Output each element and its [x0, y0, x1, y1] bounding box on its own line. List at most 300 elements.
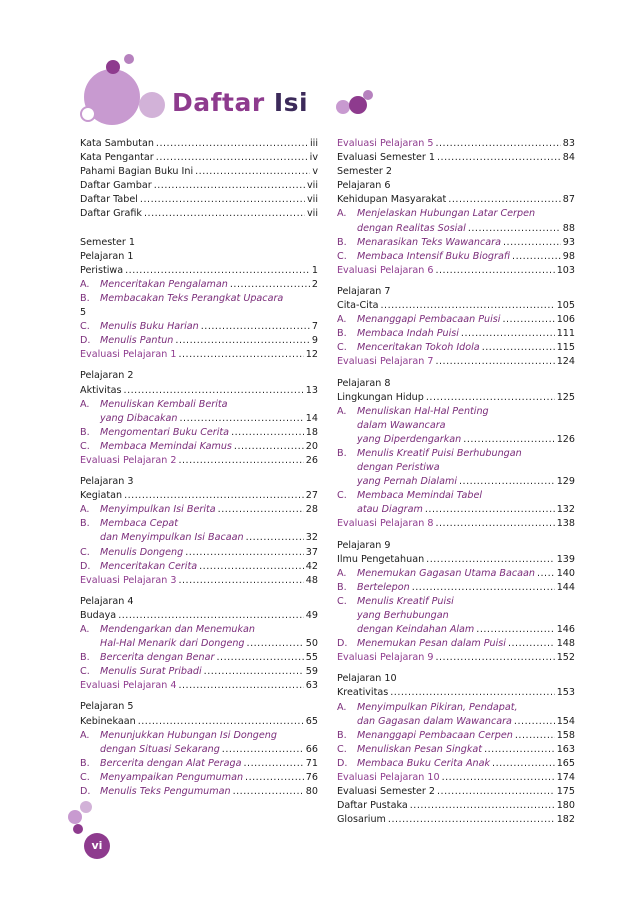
toc-entry-marker: B. — [337, 328, 347, 340]
toc-entry-text: Pelajaran 7 — [337, 285, 391, 297]
toc-chapter-row — [337, 193, 575, 207]
page-title — [172, 88, 308, 117]
toc-entry-text: Membacakan Teks Perangkat Upacara — [100, 292, 284, 304]
toc-chapter-row — [80, 264, 318, 278]
toc-entry-text: Evaluasi Pelajaran 10 — [337, 772, 440, 784]
toc-entry-text: Menanggapi Pembacaan Cerpen — [357, 729, 513, 741]
toc-entry — [80, 137, 318, 151]
toc-entry — [337, 567, 575, 581]
toc-leader-dots — [218, 503, 304, 517]
toc-leader-dots — [459, 475, 555, 489]
toc-page-number: 2 — [311, 278, 318, 290]
toc-entry-marker: B. — [337, 236, 347, 248]
toc-entry — [80, 278, 318, 292]
toc-page-number: 80 — [305, 786, 318, 798]
toc-entry — [80, 771, 318, 785]
toc-entry-text: yang Diperdengarkan — [357, 433, 462, 445]
toc-entry-text: Menanggapi Pembacaan Puisi — [357, 314, 501, 326]
toc-entry — [337, 595, 575, 609]
toc-leader-dots — [144, 207, 305, 221]
toc-entry-text: Pelajaran 8 — [337, 377, 391, 389]
toc-entry-text: Ilmu Pengetahuan — [337, 553, 425, 565]
toc-leader-dots — [178, 679, 303, 693]
toc-entry-text: Peristiwa — [80, 264, 124, 276]
toc-page-number: v — [312, 166, 318, 178]
toc-chapter-row — [337, 686, 575, 700]
toc-entry-text: Pelajaran 2 — [80, 370, 134, 382]
toc-entry-text: Semester 2 — [337, 166, 393, 178]
toc-page-number: 111 — [556, 328, 575, 340]
toc-page-number: 182 — [556, 814, 575, 826]
toc-chapter-row — [337, 553, 575, 567]
toc-leader-dots — [461, 327, 555, 341]
toc-entry-text: yang Dibacakan — [100, 412, 178, 424]
toc-leader-dots — [537, 567, 555, 581]
toc-chapter-row — [80, 489, 318, 503]
toc-evaluation-row — [80, 574, 318, 588]
toc-page-number: 84 — [562, 152, 575, 164]
toc-entry — [80, 165, 318, 179]
toc-entry — [80, 236, 318, 250]
toc-entry — [337, 743, 575, 757]
toc-page-number: 48 — [305, 574, 318, 586]
toc-leader-dots — [502, 313, 554, 327]
toc-leader-dots — [388, 813, 555, 827]
toc-entry-text: Membaca Memindai Tabel — [357, 490, 483, 502]
toc-leader-dots — [245, 771, 304, 785]
toc-entry-marker: B. — [80, 757, 90, 769]
toc-leader-dots — [195, 165, 310, 179]
toc-leader-dots — [380, 299, 554, 313]
toc-entry — [80, 412, 318, 426]
toc-entry-text: Evaluasi Semester 1 — [337, 152, 435, 164]
toc-page-number: 138 — [556, 518, 575, 530]
toc-page-number: 42 — [305, 560, 318, 572]
toc-entry-marker: A. — [80, 624, 90, 635]
toc-page-number: 63 — [305, 680, 318, 692]
toc-page-number: 105 — [556, 300, 575, 312]
toc-leader-dots — [138, 715, 304, 729]
toc-entry-text: Menyampaikan Pengumuman — [100, 771, 244, 783]
toc-chapter-row — [337, 391, 575, 405]
toc-leader-dots — [435, 517, 554, 531]
toc-entry — [80, 785, 318, 799]
toc-leader-dots — [463, 433, 554, 447]
title-word-1: Daftar — [172, 88, 265, 117]
toc-lesson-heading — [337, 672, 575, 686]
toc-entry-text: Glosarium — [337, 814, 386, 826]
toc-entry-marker: C. — [80, 666, 90, 678]
toc-entry — [80, 651, 318, 665]
toc-entry — [80, 207, 318, 221]
toc-entry-text: Daftar Grafik — [80, 208, 142, 220]
toc-leader-dots — [482, 341, 555, 355]
toc-right-column — [337, 137, 575, 827]
toc-page-number: 124 — [556, 356, 575, 368]
toc-page-number: 87 — [562, 194, 575, 206]
toc-leader-dots — [435, 137, 560, 151]
toc-page-number: 50 — [305, 638, 318, 650]
toc-leader-dots — [154, 179, 305, 193]
toc-page-number: 37 — [305, 546, 318, 558]
toc-page-number: 129 — [556, 476, 575, 488]
toc-entry-text: yang Pernah Dialami — [357, 476, 457, 488]
toc-leader-dots — [426, 553, 555, 567]
toc-entry-text: dan Gagasan dalam Wawancara — [357, 715, 512, 727]
toc-leader-dots — [233, 785, 304, 799]
toc-entry — [337, 151, 575, 165]
toc-entry-text: Menemukan Pesan dalam Puisi — [357, 638, 506, 650]
toc-evaluation-row — [337, 264, 575, 278]
toc-leader-dots — [124, 489, 304, 503]
toc-page-number: 88 — [562, 222, 575, 234]
toc-page-number: 71 — [305, 757, 318, 769]
toc-entry-text: Pelajaran 6 — [337, 180, 391, 192]
toc-entry — [337, 503, 575, 517]
toc-leader-dots — [216, 651, 303, 665]
toc-entry-text: Bercerita dengan Benar — [100, 652, 215, 664]
toc-entry-marker: C. — [337, 490, 347, 502]
toc-leader-dots — [410, 799, 555, 813]
toc-entry-text: dan Menyimpulkan Isi Bacaan — [100, 532, 244, 544]
toc-entry — [337, 701, 575, 715]
toc-evaluation-row — [337, 771, 575, 785]
toc-entry — [337, 419, 575, 433]
toc-page-number: 66 — [305, 743, 318, 755]
toc-entry-text: Menulis Buku Harian — [100, 321, 199, 333]
toc-entry — [80, 665, 318, 679]
toc-entry — [337, 327, 575, 341]
title-circle-1 — [336, 100, 350, 114]
toc-entry-text: Menceritakan Cerita — [100, 560, 198, 572]
toc-leader-dots — [468, 222, 561, 236]
toc-leader-dots — [390, 686, 554, 700]
toc-entry-text: dengan Peristiwa — [357, 462, 440, 474]
toc-entry — [80, 179, 318, 193]
toc-entry-text: atau Diagram — [357, 504, 423, 516]
toc-leader-dots — [199, 560, 304, 574]
toc-entry — [80, 320, 318, 334]
toc-entry-text: Membaca Cepat — [100, 518, 179, 530]
toc-entry — [337, 236, 575, 250]
toc-entry-text: Evaluasi Pelajaran 1 — [80, 349, 177, 361]
toc-entry — [80, 503, 318, 517]
toc-entry — [80, 193, 318, 207]
toc-entry-text: Mendengarkan dan Menemukan — [100, 624, 256, 635]
toc-page-number: 175 — [556, 786, 575, 798]
toc-page-number: 132 — [556, 504, 575, 516]
toc-evaluation-row — [337, 137, 575, 151]
decor-circle-medium — [139, 92, 165, 118]
toc-entry-text: Evaluasi Pelajaran 7 — [337, 356, 434, 368]
toc-page-number: 13 — [305, 384, 318, 396]
title-word-2: Isi — [273, 88, 309, 117]
toc-leader-dots — [118, 609, 304, 623]
toc-left-column — [80, 137, 318, 799]
toc-entry — [337, 489, 575, 503]
toc-entry-text: 5 — [80, 307, 87, 319]
toc-entry — [337, 623, 575, 637]
toc-entry — [337, 729, 575, 743]
toc-page-number: 154 — [556, 715, 575, 727]
toc-leader-dots — [442, 771, 555, 785]
toc-lesson-heading — [337, 377, 575, 391]
toc-entry-text: Menarasikan Teks Wawancara — [357, 236, 501, 248]
toc-entry-text: Evaluasi Pelajaran 2 — [80, 454, 177, 466]
toc-entry-text: Aktivitas — [80, 384, 122, 396]
toc-entry-marker: A. — [337, 567, 347, 579]
toc-entry-text: Membaca Indah Puisi — [357, 328, 459, 340]
toc-evaluation-row — [80, 679, 318, 693]
toc-page-number: 9 — [311, 335, 318, 347]
toc-entry — [80, 334, 318, 348]
toc-entry-marker: A. — [80, 278, 90, 290]
toc-leader-dots — [435, 651, 554, 665]
toc-entry-text: Menemukan Gagasan Utama Bacaan — [357, 567, 535, 579]
toc-page-number: 158 — [556, 729, 575, 741]
page-number: vi — [84, 833, 110, 859]
toc-page-number: 18 — [305, 426, 318, 438]
toc-leader-dots — [222, 743, 304, 757]
toc-entry-text: Menuliskan Pesan Singkat — [357, 743, 483, 755]
toc-leader-dots — [140, 193, 305, 207]
decor-circle-ring — [80, 106, 96, 122]
toc-leader-dots — [512, 250, 561, 264]
toc-leader-dots — [426, 391, 555, 405]
toc-entry-marker: B. — [337, 729, 347, 741]
toc-entry — [80, 440, 318, 454]
toc-entry-text: Hal-Hal Menarik dari Dongeng — [100, 638, 245, 650]
toc-entry — [80, 560, 318, 574]
toc-entry-text: Evaluasi Pelajaran 4 — [80, 680, 177, 692]
toc-page-number: 115 — [556, 342, 575, 354]
toc-entry — [80, 250, 318, 264]
toc-entry-text: Pelajaran 9 — [337, 539, 391, 551]
toc-entry — [337, 581, 575, 595]
toc-entry-text: dengan Situasi Sekarang — [100, 743, 220, 755]
toc-chapter-row — [80, 609, 318, 623]
toc-leader-dots — [124, 384, 304, 398]
toc-entry — [337, 461, 575, 475]
toc-page-number: 59 — [305, 666, 318, 678]
toc-entry-marker: C. — [337, 342, 347, 354]
toc-entry-text: Bertelepon — [357, 581, 410, 593]
toc-entry-marker: B. — [80, 518, 90, 530]
toc-page-number: 139 — [556, 553, 575, 565]
toc-page-number: 49 — [305, 609, 318, 621]
toc-entry-marker: B. — [337, 581, 347, 593]
toc-entry-text: Menulis Dongeng — [100, 546, 184, 558]
toc-entry-text: dengan Keindahan Alam — [357, 624, 475, 636]
toc-entry-marker: B. — [80, 652, 90, 664]
toc-page-number: 28 — [305, 504, 318, 516]
toc-leader-dots — [204, 665, 304, 679]
toc-leader-dots — [435, 355, 554, 369]
toc-entry-text: Cita-Cita — [337, 300, 379, 312]
toc-leader-dots — [246, 531, 304, 545]
toc-entry — [80, 531, 318, 545]
toc-entry-marker: A. — [80, 504, 90, 516]
toc-leader-dots — [508, 637, 555, 651]
toc-entry — [337, 813, 575, 827]
toc-page-number: 1 — [311, 264, 318, 276]
toc-leader-dots — [437, 785, 555, 799]
toc-lesson-heading — [80, 475, 318, 489]
toc-entry-text: Menyimpulkan Pikiran, Pendapat, — [357, 701, 518, 713]
toc-entry — [337, 447, 575, 461]
toc-entry — [337, 433, 575, 447]
toc-page-number: 152 — [556, 652, 575, 664]
toc-page-number: 153 — [556, 687, 575, 699]
toc-page-number: iv — [309, 152, 318, 164]
toc-page-number: 125 — [556, 391, 575, 403]
toc-evaluation-row — [337, 355, 575, 369]
toc-entry — [80, 398, 318, 412]
toc-leader-dots — [156, 137, 308, 151]
toc-entry-text: Menulis Teks Pengumuman — [100, 786, 231, 798]
toc-entry — [80, 306, 318, 320]
toc-entry-text: Daftar Tabel — [80, 194, 138, 206]
toc-entry — [337, 715, 575, 729]
toc-entry-marker: C. — [337, 250, 347, 262]
toc-page-number: 103 — [556, 264, 575, 276]
toc-entry-marker: B. — [337, 447, 347, 459]
toc-entry-text: Bercerita dengan Alat Peraga — [100, 757, 242, 769]
toc-entry-text: yang Berhubungan — [357, 610, 449, 621]
toc-entry — [337, 637, 575, 651]
toc-entry-marker: A. — [80, 729, 90, 741]
toc-leader-dots — [125, 264, 310, 278]
toc-entry — [80, 292, 318, 306]
toc-entry-text: Menulis Kreatif Puisi Berhubungan — [357, 447, 522, 459]
toc-entry-text: dalam Wawancara — [357, 419, 446, 431]
toc-page-number: 27 — [305, 490, 318, 502]
toc-entry-text: Mengomentari Buku Cerita — [100, 426, 230, 438]
toc-leader-dots — [435, 264, 554, 278]
toc-lesson-heading — [80, 700, 318, 714]
toc-entry-marker: A. — [80, 398, 90, 410]
toc-leader-dots — [178, 574, 303, 588]
toc-entry-text: Menuliskan Kembali Berita — [100, 398, 228, 410]
toc-lesson-heading — [80, 369, 318, 383]
toc-evaluation-row — [337, 651, 575, 665]
toc-page-number: 55 — [305, 652, 318, 664]
toc-entry — [80, 637, 318, 651]
toc-entry-marker: A. — [337, 208, 347, 220]
toc-page-number: 83 — [562, 138, 575, 149]
toc-page-number: 140 — [556, 567, 575, 579]
toc-leader-dots — [234, 440, 304, 454]
toc-page-number: 12 — [305, 349, 318, 361]
toc-entry — [337, 799, 575, 813]
toc-entry-marker: D. — [80, 560, 91, 572]
toc-entry — [80, 546, 318, 560]
toc-lesson-heading — [80, 595, 318, 609]
toc-leader-dots — [437, 151, 561, 165]
toc-page-number: vii — [306, 208, 318, 220]
toc-entry-text: Membaca Buku Cerita Anak — [357, 757, 491, 769]
footer-circle-1 — [68, 810, 82, 824]
toc-entry-text: Pelajaran 5 — [80, 701, 134, 713]
toc-page-number: 148 — [556, 638, 575, 650]
toc-leader-dots — [156, 151, 308, 165]
toc-entry-marker: A. — [337, 701, 347, 713]
toc-leader-dots — [503, 236, 561, 250]
toc-leader-dots — [247, 637, 304, 651]
toc-entry-marker: B. — [80, 426, 90, 438]
toc-entry — [337, 609, 575, 623]
toc-entry — [337, 250, 575, 264]
toc-leader-dots — [178, 348, 303, 362]
toc-entry — [80, 729, 318, 743]
toc-entry-text: Kegiatan — [80, 490, 123, 502]
toc-entry-marker: C. — [337, 743, 347, 755]
toc-entry — [80, 743, 318, 757]
toc-entry-marker: D. — [337, 638, 348, 650]
toc-entry — [337, 222, 575, 236]
toc-entry-marker: D. — [337, 757, 348, 769]
toc-entry-marker: C. — [80, 771, 90, 783]
toc-leader-dots — [514, 715, 555, 729]
toc-chapter-row — [80, 715, 318, 729]
toc-entry-text: Evaluasi Pelajaran 3 — [80, 574, 177, 586]
toc-entry-text: Pelajaran 1 — [80, 250, 134, 262]
toc-entry-marker: A. — [337, 405, 347, 417]
toc-leader-dots — [425, 503, 555, 517]
toc-page-number: 93 — [562, 236, 575, 248]
toc-entry-text: Menyimpulkan Isi Berita — [100, 504, 216, 516]
toc-entry-text: Pelajaran 3 — [80, 476, 134, 488]
toc-entry-text: Menceritakan Pengalaman — [100, 278, 228, 290]
toc-entry — [337, 207, 575, 221]
toc-page-number: 14 — [305, 412, 318, 424]
toc-lesson-heading — [337, 285, 575, 299]
toc-page-number: vii — [306, 194, 318, 206]
toc-entry-text: Evaluasi Pelajaran 8 — [337, 518, 434, 530]
toc-page-number: 163 — [556, 743, 575, 755]
toc-entry-text: Kreativitas — [337, 687, 389, 699]
toc-entry-marker: B. — [80, 292, 90, 304]
toc-entry-text: Daftar Pustaka — [337, 800, 408, 812]
toc-entry — [80, 517, 318, 531]
toc-page-number: 165 — [556, 757, 575, 769]
toc-page-number: 174 — [556, 772, 575, 784]
toc-entry-marker: C. — [80, 321, 90, 333]
toc-entry-marker: C. — [80, 440, 90, 452]
footer-circle-2 — [80, 801, 92, 813]
toc-page-number: 126 — [556, 433, 575, 445]
toc-entry-text: Daftar Gambar — [80, 180, 152, 192]
toc-entry — [80, 623, 318, 637]
toc-entry-text: Menulis Surat Pribadi — [100, 666, 202, 678]
toc-entry-text: Pelajaran 4 — [80, 595, 134, 607]
toc-entry-text: Menceritakan Tokoh Idola — [357, 342, 480, 354]
toc-lesson-heading — [337, 539, 575, 553]
toc-entry-text: dengan Realitas Sosial — [357, 222, 466, 234]
toc-entry — [337, 179, 575, 193]
toc-leader-dots — [175, 334, 310, 348]
toc-page-number: 7 — [311, 321, 318, 333]
toc-page-number: iii — [310, 138, 318, 149]
toc-entry-text: Budaya — [80, 609, 117, 621]
toc-entry — [337, 341, 575, 355]
toc-entry — [80, 151, 318, 165]
toc-page-number: 76 — [305, 771, 318, 783]
toc-entry-text: Pelajaran 10 — [337, 673, 397, 685]
toc-entry-text: Menjelaskan Hubungan Latar Cerpen — [357, 208, 536, 220]
toc-page-number: vii — [306, 180, 318, 192]
toc-entry-text: Evaluasi Pelajaran 5 — [337, 138, 434, 149]
